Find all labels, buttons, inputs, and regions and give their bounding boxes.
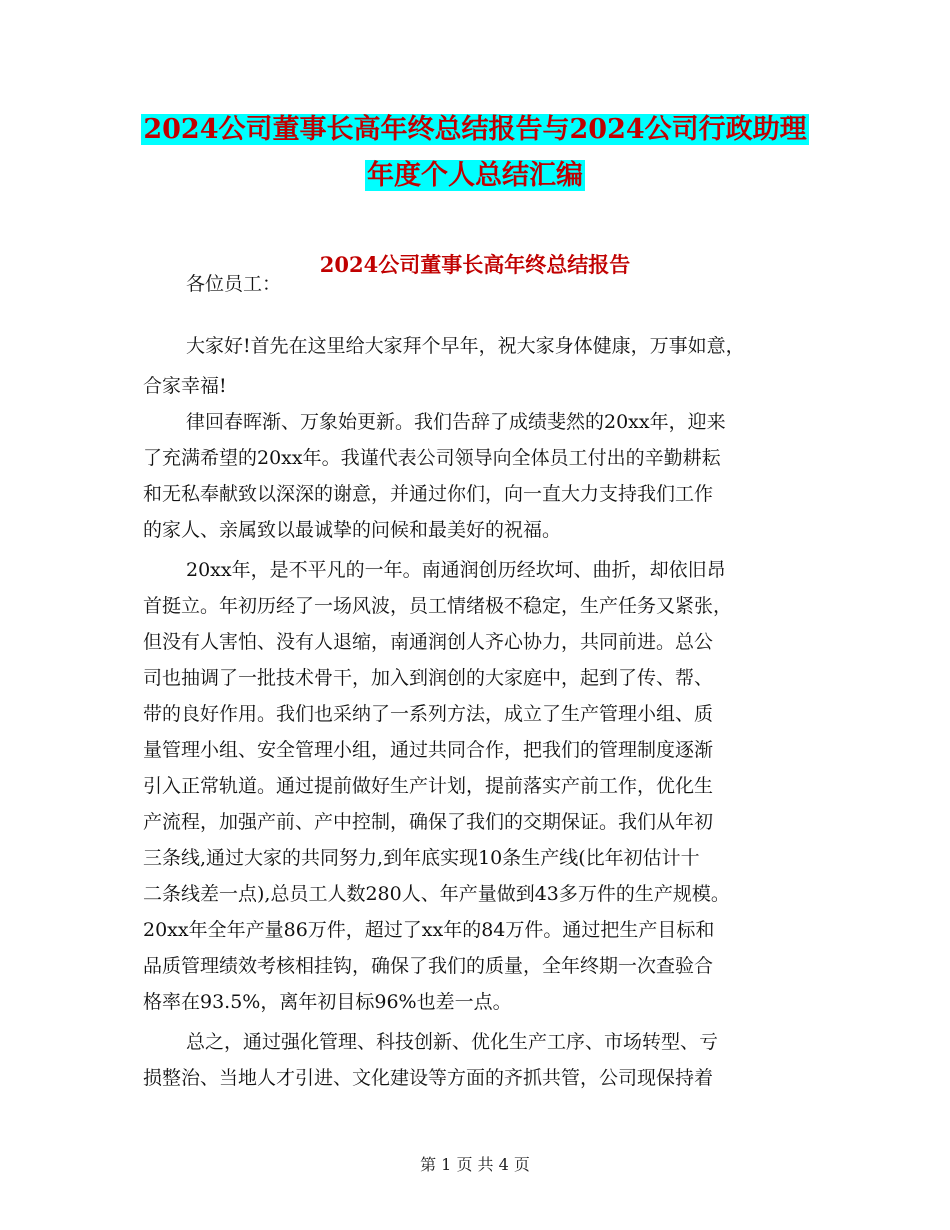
body-line: 损整治、当地人才引进、文化建设等方面的齐抓共管，公司现保持着	[143, 1067, 714, 1089]
page-footer: 第 1 页 共 4 页	[420, 1155, 530, 1174]
body-line: 律回春晖渐、万象始更新。我们告辞了成绩斐然的20xx年，迎来	[186, 411, 726, 433]
body-line: 和无私奉献致以深深的谢意，并通过你们，向一直大力支持我们工作	[143, 483, 714, 505]
body-line: 各位员工：	[186, 273, 282, 295]
body-line: 引入正常轨道。通过提前做好生产计划，提前落实产前工作，优化生	[143, 775, 714, 797]
body-line: 了充满希望的20xx年。我谨代表公司领导向全体员工付出的辛勤耕耘	[143, 447, 721, 469]
body-line: 的家人、亲属致以最诚挚的问候和最美好的祝福。	[143, 519, 562, 541]
section-title: 2024公司董事长高年终总结报告	[319, 252, 631, 277]
body-line: 量管理小组、安全管理小组，通过共同合作，把我们的管理制度逐渐	[143, 739, 714, 761]
document-title-line-2: 年度个人总结汇编	[367, 160, 583, 191]
body-line: 首挺立。年初历经了一场风波，员工情绪极不稳定，生产任务又紧张，	[143, 595, 733, 617]
body-line: 三条线,通过大家的共同努力,到年底实现10条生产线(比年初估计十	[143, 847, 700, 869]
body-line: 但没有人害怕、没有人退缩，南通润创人齐心协力，共同前进。总公	[143, 631, 714, 653]
body-line: 合家幸福!	[143, 375, 227, 397]
body-line: 产流程，加强产前、产中控制，确保了我们的交期保证。我们从年初	[143, 811, 714, 833]
document-title-line-1: 2024公司董事长高年终总结报告与2024公司行政助理	[143, 114, 807, 145]
body-line: 带的良好作用。我们也采纳了一系列方法，成立了生产管理小组、质	[143, 703, 714, 725]
body-line: 二条线差一点),总员工人数280人、年产量做到43多万件的生产规模。	[143, 883, 730, 905]
body-line: 格率在93.5%，离年初目标96%也差一点。	[143, 991, 512, 1013]
body-line: 品质管理绩效考核相挂钩，确保了我们的质量，全年终期一次查验合	[143, 955, 714, 977]
body-line: 20xx年，是不平凡的一年。南通润创历经坎坷、曲折，却依旧昂	[186, 559, 726, 581]
body-line: 总之，通过强化管理、科技创新、优化生产工序、市场转型、亏	[186, 1031, 719, 1053]
body-line: 司也抽调了一批技术骨干，加入到润创的大家庭中，起到了传、帮、	[143, 667, 714, 689]
body-line: 20xx年全年产量86万件，超过了xx年的84万件。通过把生产目标和	[143, 919, 715, 941]
body-line: 大家好!首先在这里给大家拜个早年，祝大家身体健康，万事如意，	[186, 335, 745, 357]
